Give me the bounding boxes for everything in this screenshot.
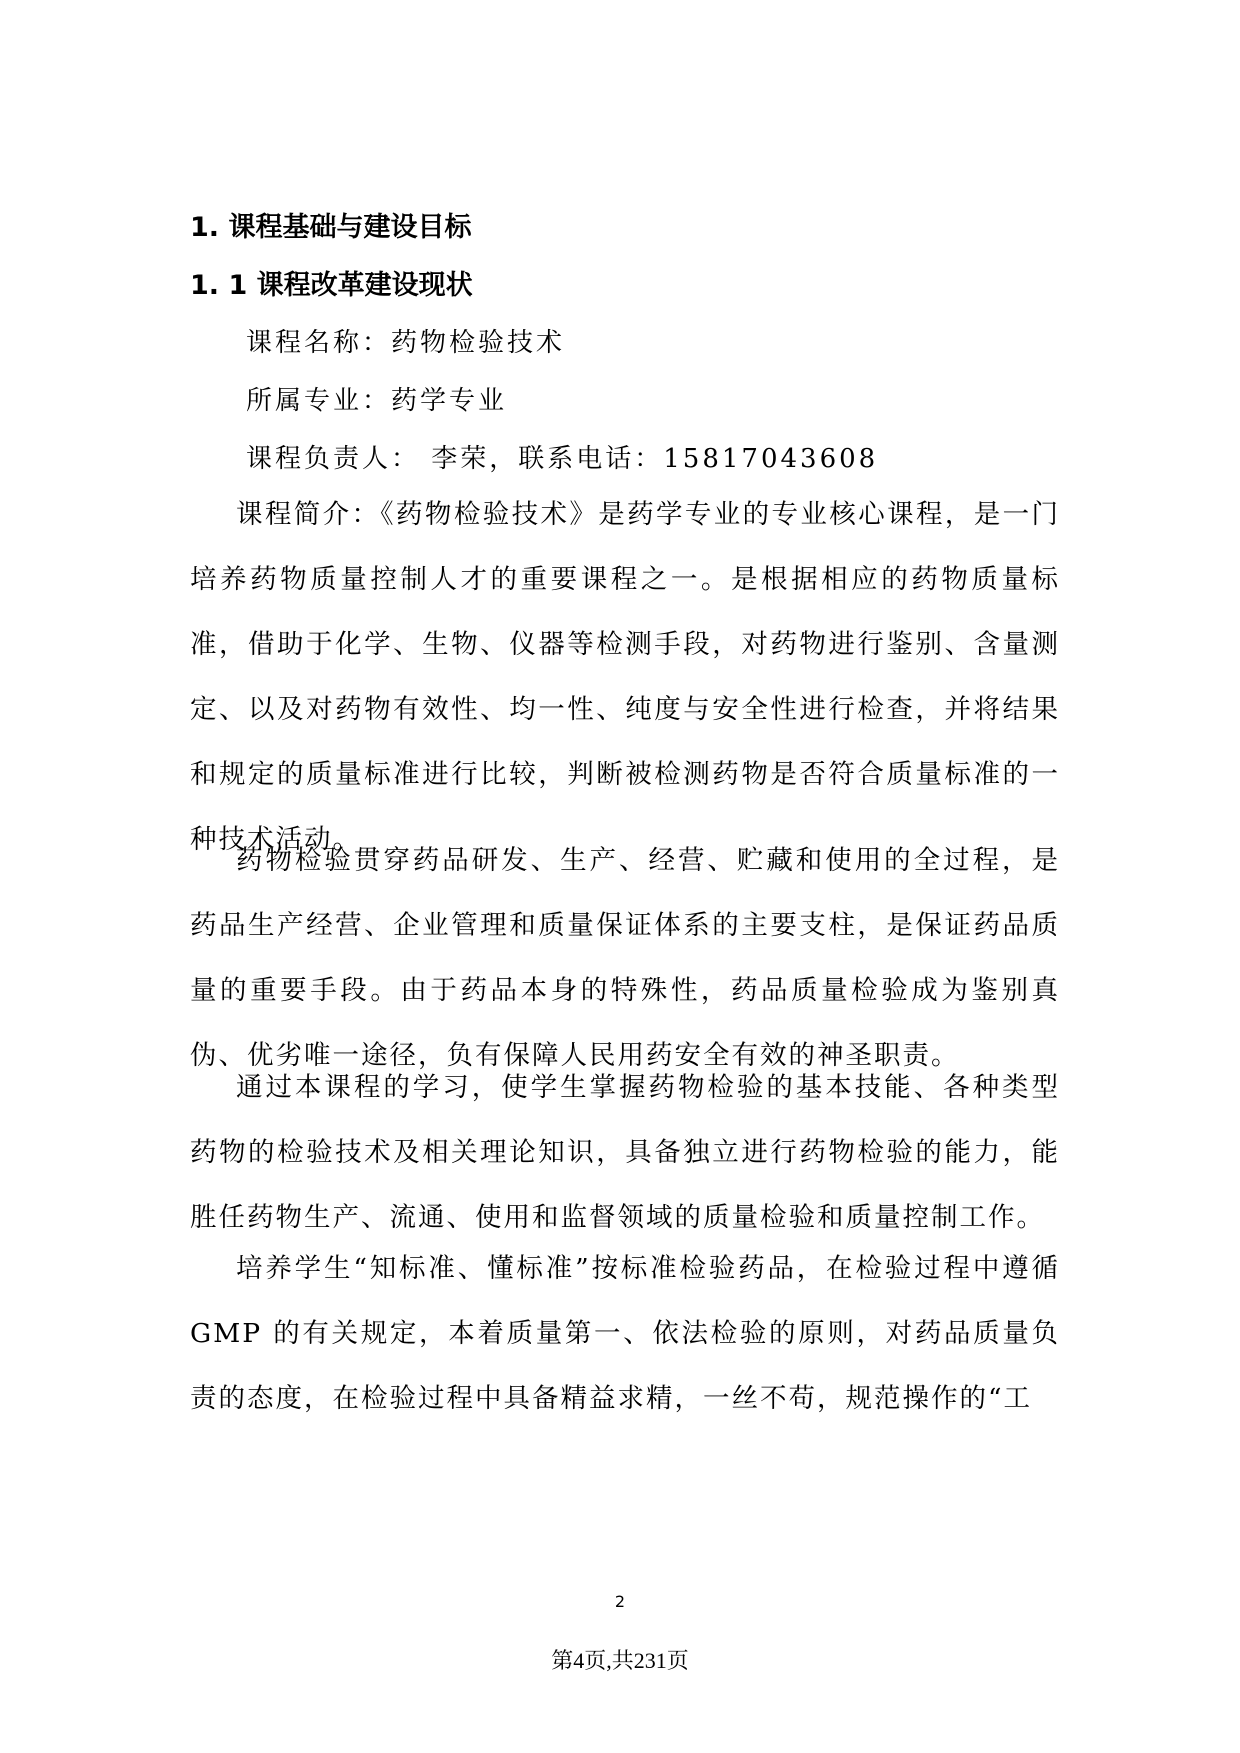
page-number: 2: [614, 1592, 626, 1611]
section-heading: 1. 课程基础与建设目标: [190, 212, 472, 243]
paragraph-significance: 药物检验贯穿药品研发、生产、经营、贮藏和使用的全过程，是药品生产经营、企业管理和质量保证体系的主要支柱，是保证药品质量的重要手段。由于药品本身的特殊性，药品质量检验成为鉴别真伪、优劣唯一途径，负有保障人民用药安全有效的神圣职责。: [190, 845, 1060, 1071]
paragraph-intro: 课程简介：《药物检验技术》是药学专业的专业核心课程，是一门培养药物质量控制人才的重要课程之一。是根据相应的药物质量标准，借助于化学、生物、仪器等检测手段，对药物进行鉴别、含量测定、以及对药物有效性、均一性、纯度与安全性进行检查，并将结果和规定的质量标准进行比较，判断被检测药物是否符合质量标准的一种技术活动。: [190, 499, 1060, 855]
course-owner-line: 课程负责人： 李荣，联系电话：15817043608: [246, 444, 879, 474]
page-counter: 第4页,共231页: [551, 1648, 689, 1673]
subsection-heading: 1. 1 课程改革建设现状: [190, 270, 473, 301]
paragraph-objectives: 通过本课程的学习，使学生掌握药物检验的基本技能、各种类型药物的检验技术及相关理论知识，具备独立进行药物检验的能力，能胜任药物生产、流通、使用和监督领域的质量检验和质量控制工作。: [190, 1072, 1060, 1233]
paragraph-qualities: 培养学生“知标准、懂标准”按标准检验药品，在检验过程中遵循 GMP 的有关规定，本着质量第一、依法检验的原则，对药品质量负责的态度，在检验过程中具备精益求精，一丝不苟，规范操作的“工: [190, 1253, 1060, 1414]
course-major-line: 所属专业：药学专业: [246, 386, 508, 416]
course-name-line: 课程名称：药物检验技术: [246, 328, 566, 358]
